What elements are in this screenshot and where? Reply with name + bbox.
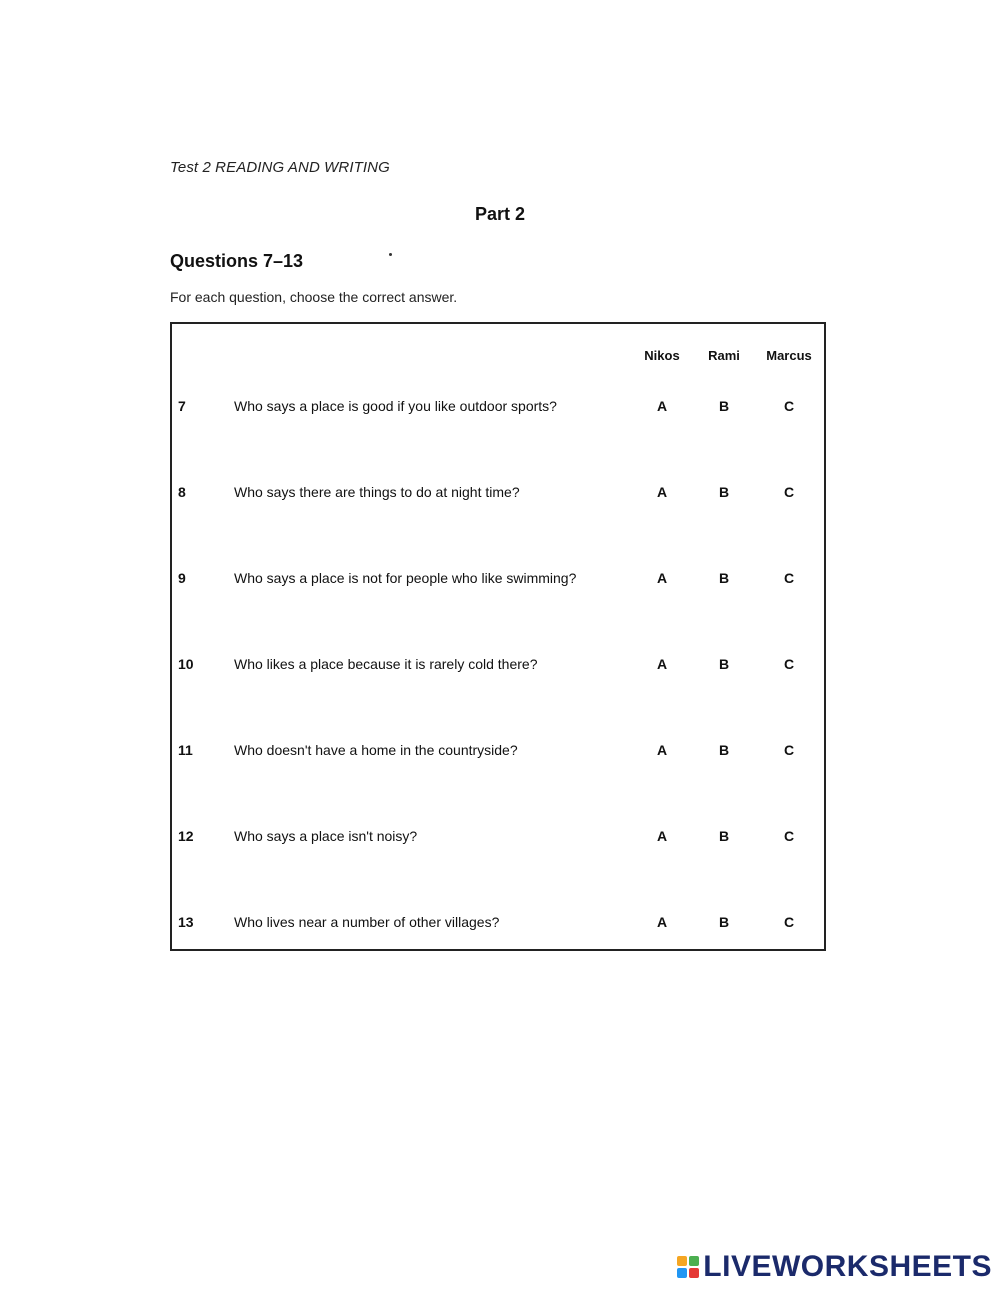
logo-square-2 (689, 1256, 699, 1266)
option-b[interactable]: B (718, 398, 730, 414)
question-number: 9 (178, 570, 186, 586)
question-text: Who says a place isn't noisy? (234, 828, 418, 844)
question-row (172, 566, 824, 592)
option-b[interactable]: B (718, 570, 730, 586)
column-header-rami: Rami (708, 348, 740, 363)
question-text: Who says there are things to do at night time? (234, 484, 520, 500)
question-number: 12 (178, 828, 194, 844)
option-a[interactable]: A (656, 484, 668, 500)
question-row (172, 394, 824, 420)
option-c[interactable]: C (783, 484, 795, 500)
option-a[interactable]: A (656, 742, 668, 758)
question-text: Who lives near a number of other villages? (234, 914, 500, 930)
option-c[interactable]: C (783, 570, 795, 586)
option-b[interactable]: B (718, 742, 730, 758)
question-text: Who doesn't have a home in the countryside? (234, 742, 518, 758)
option-c[interactable]: C (783, 742, 795, 758)
questions-title: Questions 7–13 (170, 251, 304, 271)
instruction-text: For each question, choose the correct answer. (170, 289, 458, 305)
test-header: Test 2 READING AND WRITING (170, 159, 390, 176)
part-title: Part 2 (474, 204, 526, 224)
option-c[interactable]: C (783, 914, 795, 930)
option-a[interactable]: A (656, 398, 668, 414)
question-row (172, 652, 824, 678)
question-text: Who says a place is good if you like outdoor sports? (234, 398, 557, 414)
option-a[interactable]: A (656, 828, 668, 844)
option-b[interactable]: B (718, 914, 730, 930)
option-c[interactable]: C (783, 656, 795, 672)
question-number: 8 (178, 484, 186, 500)
option-b[interactable]: B (718, 484, 730, 500)
question-text: Who says a place is not for people who like swimming? (234, 570, 577, 586)
question-row (172, 480, 824, 506)
question-number: 10 (178, 656, 194, 672)
question-text: Who likes a place because it is rarely cold there? (234, 656, 538, 672)
question-row (172, 910, 824, 936)
option-c[interactable]: C (783, 828, 795, 844)
liveworksheets-brand (677, 1250, 992, 1284)
brand-name: LIVEWORKSHEETS (703, 1250, 992, 1283)
option-c[interactable]: C (783, 398, 795, 414)
scan-dot (389, 253, 392, 256)
option-b[interactable]: B (718, 656, 730, 672)
question-row (172, 738, 824, 764)
option-b[interactable]: B (718, 828, 730, 844)
logo-square-1 (677, 1256, 687, 1266)
liveworksheets-logo-icon (677, 1256, 699, 1278)
option-a[interactable]: A (656, 914, 668, 930)
question-number: 13 (178, 914, 194, 930)
option-a[interactable]: A (656, 570, 668, 586)
option-a[interactable]: A (656, 656, 668, 672)
logo-square-3 (677, 1268, 687, 1278)
question-number: 7 (178, 398, 186, 414)
column-header-nikos: Nikos (644, 348, 680, 363)
question-row (172, 824, 824, 850)
column-header-marcus: Marcus (766, 348, 812, 363)
logo-square-4 (689, 1268, 699, 1278)
question-number: 11 (178, 742, 193, 758)
question-table (170, 322, 826, 951)
